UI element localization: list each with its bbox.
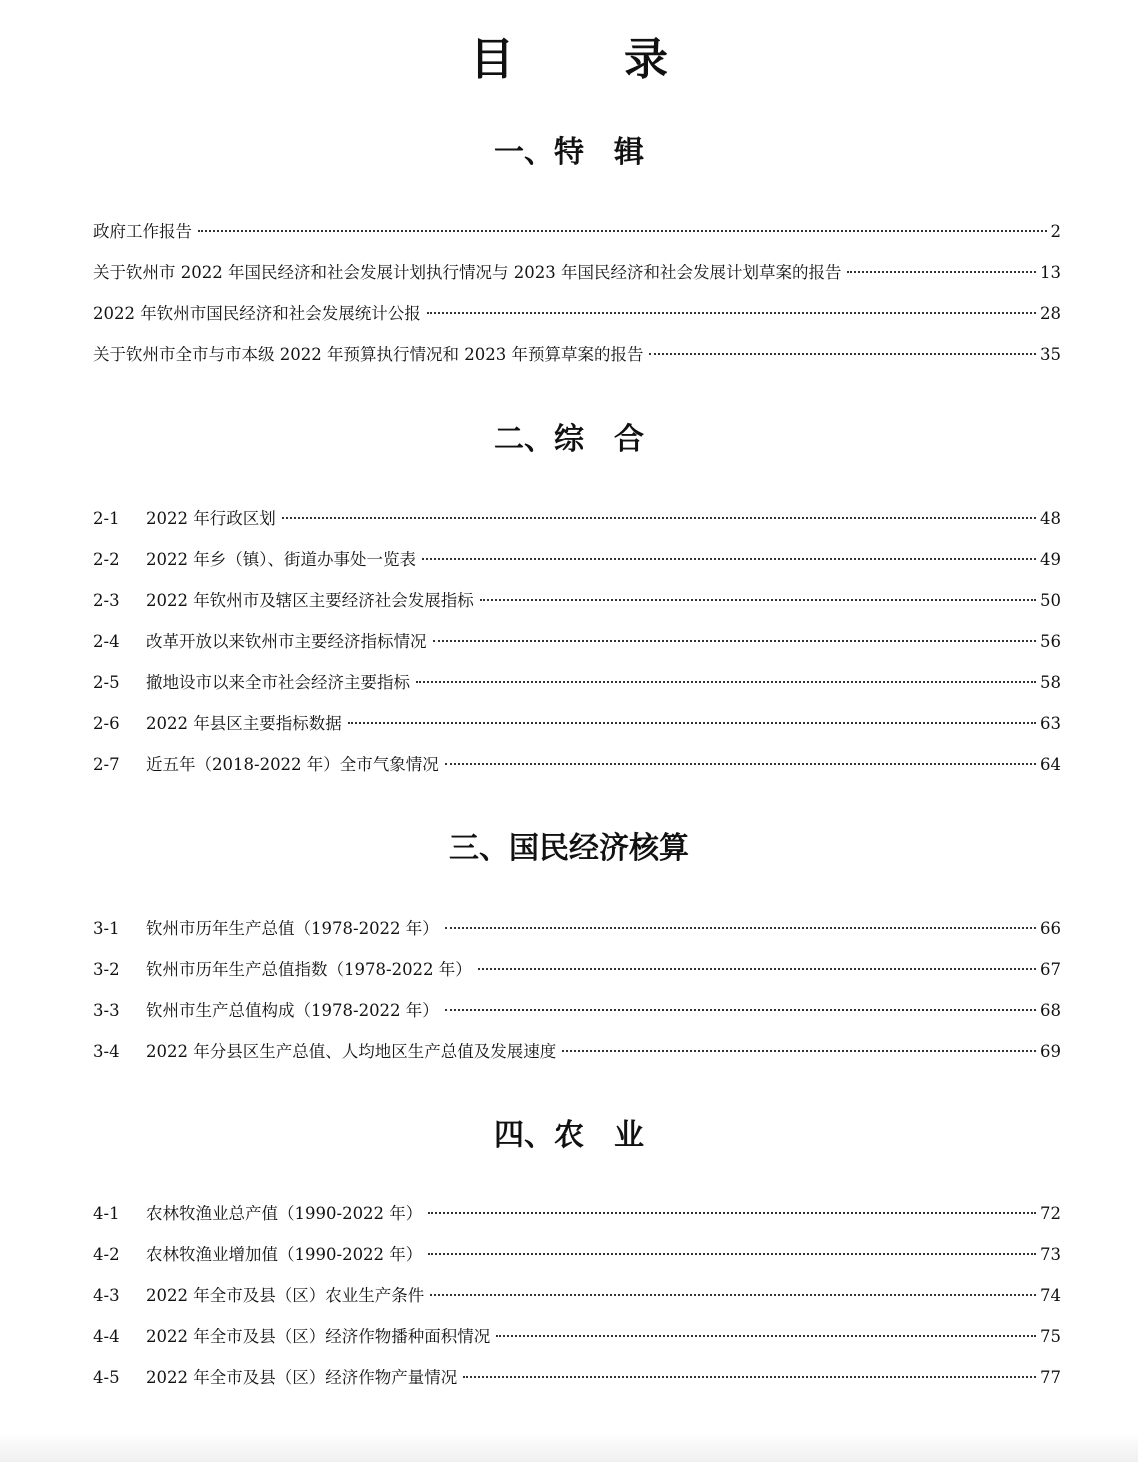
toc-list-national-accounts: [93, 917, 1061, 1081]
toc-entry-title: 钦州市生产总值构成（1978-2022 年）: [146, 1001, 439, 1020]
toc-entry-number: 4-3: [93, 1286, 120, 1305]
toc-entry[interactable]: [93, 220, 1061, 261]
toc-entry-number: 3-2: [93, 960, 120, 979]
toc-entry-title: 关于钦州市 2022 年国民经济和社会发展计划执行情况与 2023 年国民经济和社会发展计划草案的报告: [93, 263, 842, 282]
toc-entry-title: 2022 年全市及县（区）经济作物播种面积情况: [146, 1327, 491, 1346]
toc-entry-page: 72: [1040, 1204, 1061, 1223]
dot-leader: [445, 1009, 1036, 1011]
dot-leader: [478, 968, 1036, 970]
toc-entry-page: 35: [1040, 345, 1061, 364]
dot-leader: [430, 1294, 1036, 1296]
toc-entry-title: 农林牧渔业总产值（1990-2022 年）: [146, 1204, 423, 1223]
toc-entry-title: 2022 年钦州市及辖区主要经济社会发展指标: [146, 591, 474, 610]
toc-entry-page: 13: [1040, 263, 1061, 282]
toc-entry-page: 2: [1050, 222, 1061, 241]
section-heading-agriculture: 四、农 业: [494, 1118, 644, 1153]
toc-entry-number: 3-4: [93, 1042, 120, 1061]
dot-leader: [847, 271, 1036, 273]
toc-entry[interactable]: [93, 343, 1061, 384]
toc-list-agriculture: [93, 1202, 1061, 1407]
toc-entry-number: 4-2: [93, 1245, 120, 1264]
toc-entry[interactable]: [93, 548, 1061, 589]
toc-entry-title: 改革开放以来钦州市主要经济指标情况: [146, 632, 427, 651]
dot-leader: [445, 763, 1036, 765]
toc-entry[interactable]: [93, 1243, 1061, 1284]
dot-leader: [198, 230, 1047, 232]
toc-entry-title: 2022 年全市及县（区）农业生产条件: [146, 1286, 425, 1305]
dot-leader: [562, 1050, 1036, 1052]
toc-entry[interactable]: [93, 589, 1061, 630]
toc-entry-title: 2022 年县区主要指标数据: [146, 714, 342, 733]
toc-entry[interactable]: [93, 507, 1061, 548]
toc-entry-number: 2-1: [93, 509, 120, 528]
title-char: 目: [470, 34, 514, 85]
toc-entry-title: 政府工作报告: [93, 222, 192, 241]
toc-entry-page: 74: [1040, 1286, 1061, 1305]
toc-list-special: [93, 220, 1061, 384]
dot-leader: [433, 640, 1037, 642]
toc-entry-title: 钦州市历年生产总值（1978-2022 年）: [146, 919, 439, 938]
toc-entry-title: 近五年（2018-2022 年）全市气象情况: [146, 755, 439, 774]
page-title: [0, 30, 1138, 90]
toc-entry[interactable]: [93, 1040, 1061, 1081]
toc-entry-number: 4-5: [93, 1368, 120, 1387]
toc-entry-page: 58: [1040, 673, 1061, 692]
toc-entry-title: 2022 年行政区划: [146, 509, 276, 528]
dot-leader: [480, 599, 1036, 601]
toc-entry[interactable]: [93, 1325, 1061, 1366]
toc-entry-title: 2022 年钦州市国民经济和社会发展统计公报: [93, 304, 421, 323]
toc-entry-page: 49: [1040, 550, 1061, 569]
toc-entry-title: 撤地设市以来全市社会经济主要指标: [146, 673, 410, 692]
toc-entry[interactable]: [93, 302, 1061, 343]
dot-leader: [496, 1335, 1036, 1337]
toc-entry-page: 69: [1040, 1042, 1061, 1061]
toc-entry[interactable]: [93, 917, 1061, 958]
toc-list-general: [93, 507, 1061, 794]
toc-entry-page: 48: [1040, 509, 1061, 528]
toc-entry-title: 钦州市历年生产总值指数（1978-2022 年）: [146, 960, 472, 979]
toc-entry[interactable]: [93, 671, 1061, 712]
toc-entry-page: 64: [1040, 755, 1061, 774]
dot-leader: [445, 927, 1036, 929]
toc-entry[interactable]: [93, 630, 1061, 671]
toc-entry-title: 2022 年分县区生产总值、人均地区生产总值及发展速度: [146, 1042, 557, 1061]
dot-leader: [428, 1212, 1036, 1214]
toc-entry-page: 50: [1040, 591, 1061, 610]
toc-entry[interactable]: [93, 1366, 1061, 1407]
section-heading-general: 二、综 合: [494, 422, 644, 457]
dot-leader: [427, 312, 1036, 314]
toc-entry-number: 2-3: [93, 591, 120, 610]
title-char: 录: [624, 34, 668, 85]
toc-entry-number: 4-1: [93, 1204, 120, 1223]
toc-entry-page: 73: [1040, 1245, 1061, 1264]
toc-entry-page: 28: [1040, 304, 1061, 323]
toc-entry[interactable]: [93, 1284, 1061, 1325]
toc-entry[interactable]: [93, 958, 1061, 999]
dot-leader: [348, 722, 1036, 724]
dot-leader: [428, 1253, 1036, 1255]
toc-entry[interactable]: [93, 1202, 1061, 1243]
dot-leader: [282, 517, 1036, 519]
toc-entry-number: 2-5: [93, 673, 120, 692]
toc-entry-number: 3-1: [93, 919, 120, 938]
toc-entry-title: 2022 年乡（镇）、街道办事处一览表: [146, 550, 416, 569]
toc-entry[interactable]: [93, 261, 1061, 302]
toc-entry-page: 77: [1040, 1368, 1061, 1387]
toc-entry-page: 66: [1040, 919, 1061, 938]
toc-entry[interactable]: [93, 999, 1061, 1040]
dot-leader: [422, 558, 1036, 560]
toc-entry-number: 4-4: [93, 1327, 120, 1346]
dot-leader: [649, 353, 1036, 355]
toc-entry-page: 68: [1040, 1001, 1061, 1020]
toc-entry-title: 农林牧渔业增加值（1990-2022 年）: [146, 1245, 423, 1264]
dot-leader: [463, 1376, 1036, 1378]
toc-entry[interactable]: [93, 753, 1061, 794]
toc-entry-page: 75: [1040, 1327, 1061, 1346]
toc-entry-number: 2-7: [93, 755, 120, 774]
dot-leader: [416, 681, 1036, 683]
toc-entry-title: 2022 年全市及县（区）经济作物产量情况: [146, 1368, 458, 1387]
toc-entry-number: 2-6: [93, 714, 120, 733]
toc-entry-number: 3-3: [93, 1001, 120, 1020]
toc-entry-number: 2-2: [93, 550, 120, 569]
toc-entry-page: 56: [1040, 632, 1061, 651]
section-heading-special: 一、特 辑: [494, 135, 644, 170]
toc-entry[interactable]: [93, 712, 1061, 753]
section-heading-national-accounts: 三、国民经济核算: [449, 831, 689, 866]
page-edge-shadow: [0, 1432, 1138, 1462]
toc-entry-number: 2-4: [93, 632, 120, 651]
toc-entry-page: 63: [1040, 714, 1061, 733]
toc-entry-page: 67: [1040, 960, 1061, 979]
toc-entry-title: 关于钦州市全市与市本级 2022 年预算执行情况和 2023 年预算草案的报告: [93, 345, 644, 364]
